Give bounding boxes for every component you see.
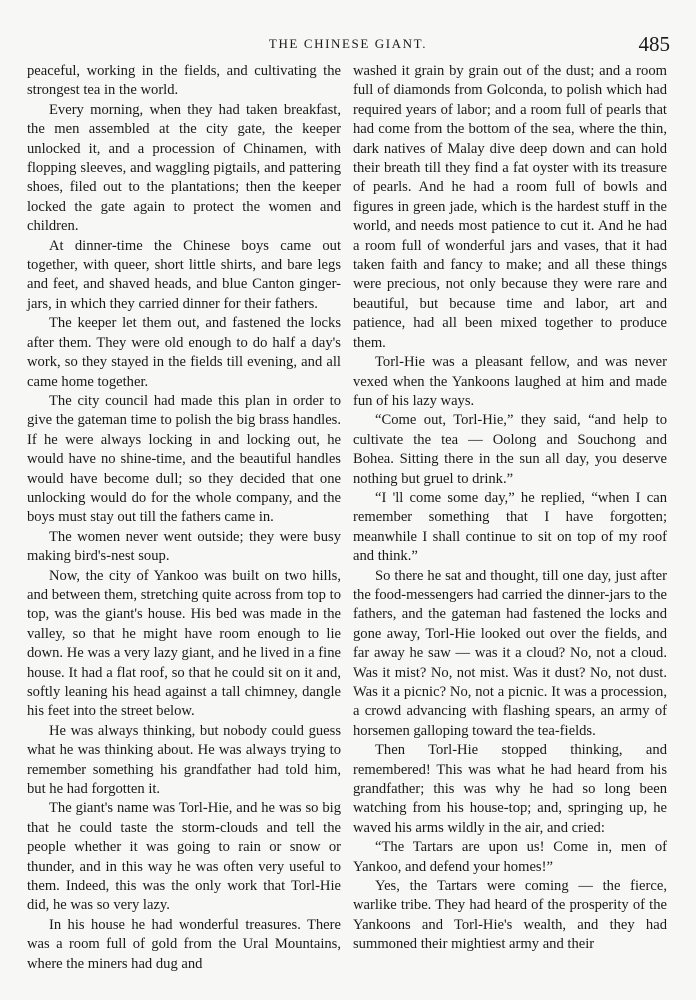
paragraph: Now, the city of Yankoo was built on two hills, and between them, stretching quite across from top to top, was the giant's house. His bed was made in the valley, so that he might have room enough to lie down. He was a very lazy giant, and he lived in a fine house. It had a flat roof, so that he could sit on it and, softly leaning his head against a tall chimney, dangle his feet into the street below. [27, 567, 341, 720]
paragraph: The city council had made this plan in order to give the gateman time to polish the big brass handles. If he were always locking in and locking out, he would have no shine-time, and the beautiful handles would have become dull; so they decided that one unlocking would do for the whole company, and the boys must stay out till the fathers came in. [27, 392, 341, 526]
paragraph: “I 'll come some day,” he replied, “when I can remember something that I have forgotten; meanwhile I shall continue to sit on top of my roof and think.” [353, 489, 667, 565]
page-number: 485 [638, 32, 670, 56]
paragraph: So there he sat and thought, till one day, just after the food-messengers had carried the dinner-jars to the fathers, and the gateman had fastened the locks and gone away, Torl-Hie looked out over the fields, and far away he saw — was it a cloud? No, not a cloud. Was it mist? No, not mist. Was it dust? No, not dust. Was it a picnic? No, not a picnic. It was a procession, a crowd advancing with flashing spears, an army of horsemen galloping toward the tea-fields. [353, 567, 667, 739]
paragraph: Every morning, when they had taken breakfast, the men assembled at the city gate, the keeper unlocked it, and a procession of Chinamen, with flopping sleeves, and waggling pigtails, and pattering shoes, filed out to the plantations; then the keeper locked the gate again to protect the women and children. [27, 101, 341, 235]
running-title: THE CHINESE GIANT. [268, 36, 428, 51]
paragraph: Torl-Hie was a pleasant fellow, and was never vexed when the Yankoons laughed at him and made fun of his lazy ways. [353, 354, 667, 409]
left-column [27, 62, 341, 982]
paragraph: Yes, the Tartars were coming — the fierce, warlike tribe. They had heard of the prosperity of the Yankoons and Torl-Hie's wealth, and they had summoned their mightiest army and their [353, 878, 667, 953]
paragraph: In his house he had wonderful treasures. There was a room full of gold from the Ural Mountains, where the miners had dug and [27, 916, 341, 972]
paragraph: The giant's name was Torl-Hie, and he was so big that he could taste the storm-clouds and tell the people whether it was going to rain or snow or thunder, and in this way he was often very useful to them. Indeed, this was the only work that Torl-Hie did, he was so very lazy. [27, 800, 341, 914]
paragraph: washed it grain by grain out of the dust; and a room full of diamonds from Golconda, to polish which had required years of labor; and a room full of pearls that had come from the bottom of the sea, where the thin, dark natives of Malay dive deep down and can hold their breath till they find a fat oyster with its treasure of pearls. And he had a room full of bowls and figures in green jade, which is the hardest stuff in the world, and needs most patience to cut it. And he had a room full of wonderful jars and vases, that it had taken faith and fancy to make; and all these things were precious, not only because they were rare and beautiful, but because time and labor, art and patience, had all been mixed together to produce them. [353, 63, 667, 351]
paragraph: The keeper let them out, and fastened the locks after them. They were old enough to do half a day's work, so they stayed in the fields till evening, and all came home together. [27, 315, 341, 390]
paragraph: “The Tartars are upon us! Come in, men of Yankoo, and defend your homes!” [353, 839, 667, 875]
paragraph: “Come out, Torl-Hie,” they said, “and help to cultivate the tea — Oolong and Souchong and Bohea. Sitting there in the sun all day, you deserve nothing but gruel to drink.” [353, 412, 667, 487]
paragraph: peaceful, working in the fields, and cultivating the strongest tea in the world. [27, 63, 341, 99]
page-header [0, 32, 696, 56]
paragraph: Then Torl-Hie stopped thinking, and remembered! This was what he had heard from his grandfather; this was why he had so long been watching from his house-top; and, springing up, he waved his arms wildly in the air, and cried: [353, 742, 667, 836]
right-column [353, 62, 667, 982]
paragraph: He was always thinking, but nobody could guess what he was thinking about. He was always trying to remember something his grandfather had told him, but he had forgotten it. [27, 722, 341, 798]
paragraph: The women never went outside; they were busy making bird's-nest soup. [27, 528, 341, 565]
paragraph: At dinner-time the Chinese boys came out together, with queer, short little shirts, and bare legs and feet, and shaved heads, and blue Canton ginger-jars, in which they carried dinner for their fathers. [27, 237, 341, 312]
text-columns [27, 62, 667, 982]
